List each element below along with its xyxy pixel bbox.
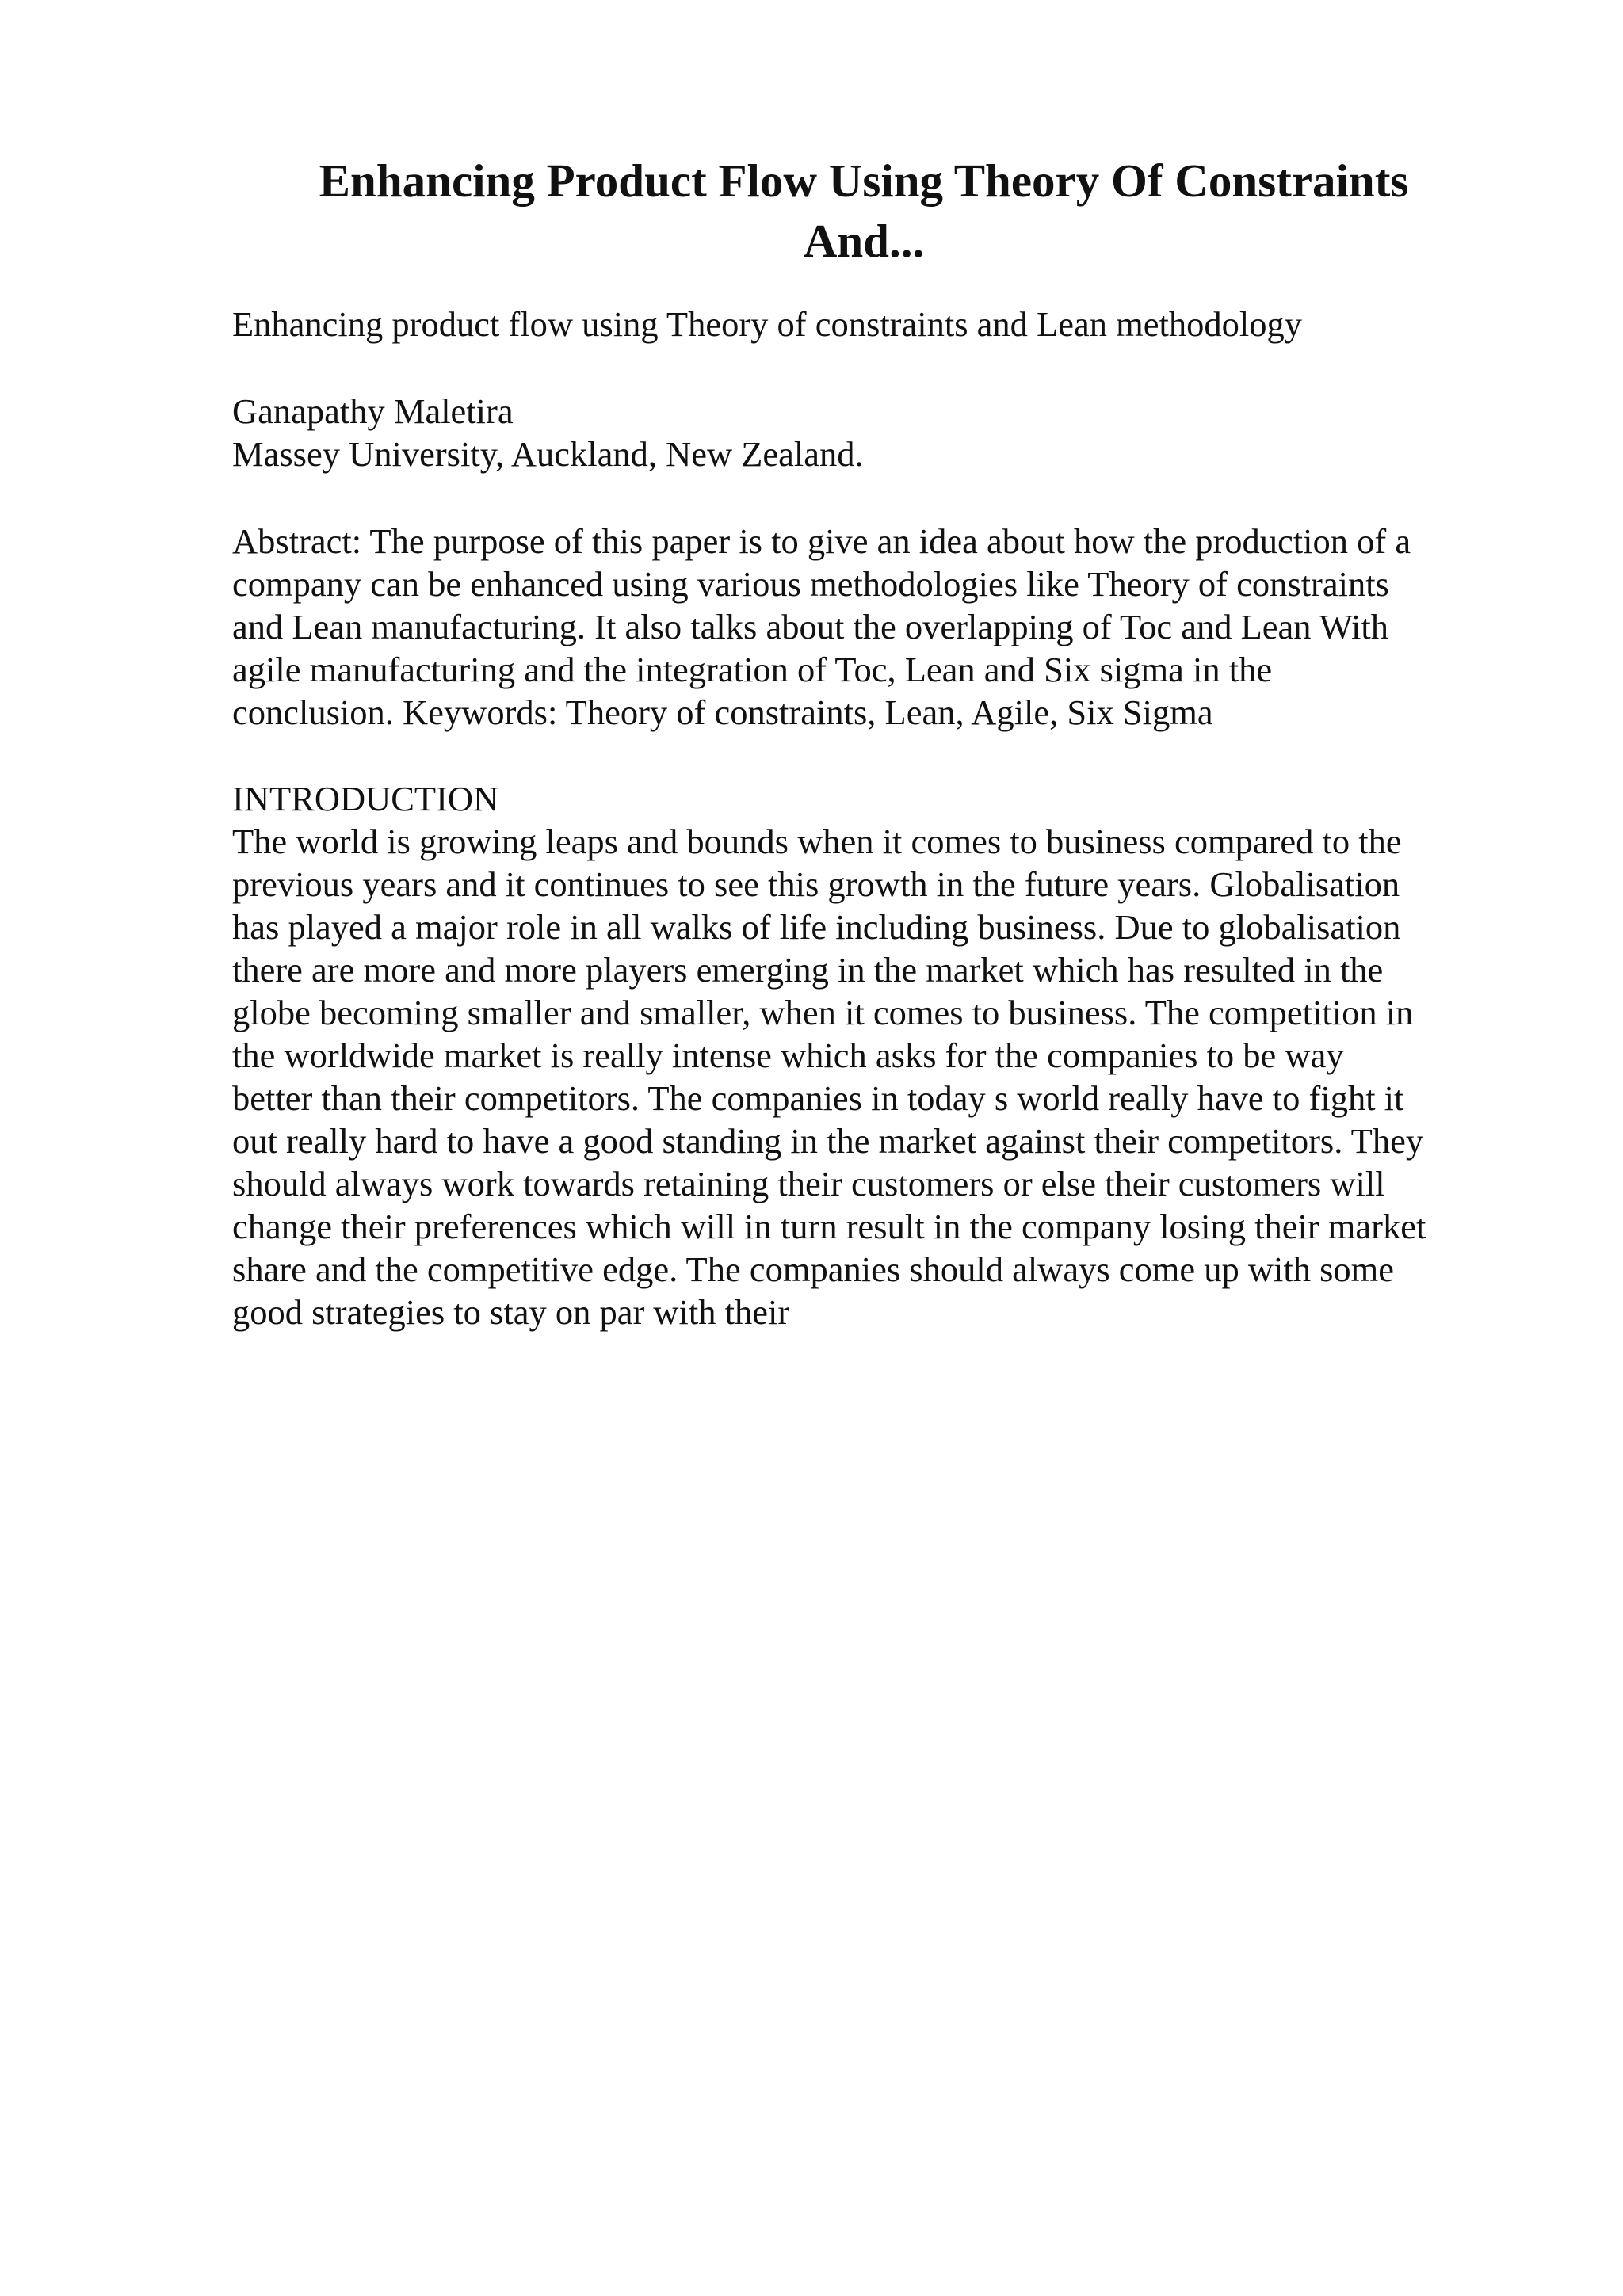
subtitle: Enhancing product flow using Theory of constraints and Lean methodology bbox=[232, 304, 1302, 344]
title-line-2: And... bbox=[803, 215, 925, 267]
intro-line: better than their competitors. The companies in today s world really have to fight it bbox=[232, 1078, 1404, 1118]
intro-line: The world is growing leaps and bounds when it comes to business compared to the bbox=[232, 822, 1402, 861]
intro-line: globe becoming smaller and smaller, when it comes to business. The competition in bbox=[232, 993, 1414, 1032]
abstract-line: agile manufacturing and the integration of Toc, Lean and Six sigma in the bbox=[232, 650, 1273, 689]
intro-line: the worldwide market is really intense which asks for the companies to be way bbox=[232, 1035, 1344, 1075]
author-name: Ganapathy Maletira bbox=[232, 391, 514, 431]
intro-line: out really hard to have a good standing in the market against their competitors. They bbox=[232, 1121, 1424, 1161]
intro-line: share and the competitive edge. The companies should always come up with some bbox=[232, 1249, 1395, 1289]
intro-line: there are more and more players emerging in the market which has resulted in the bbox=[232, 950, 1384, 990]
intro-line: should always work towards retaining their customers or else their customers will bbox=[232, 1164, 1385, 1203]
abstract-line: Abstract: The purpose of this paper is to give an idea about how the production of a bbox=[232, 521, 1411, 561]
intro-line: change their preferences which will in turn result in the company losing their market bbox=[232, 1207, 1426, 1246]
intro-line: previous years and it continues to see this growth in the future years. Globalisation bbox=[232, 864, 1400, 904]
abstract-line: and Lean manufacturing. It also talks about the overlapping of Toc and Lean With bbox=[232, 607, 1389, 646]
abstract-line: company can be enhanced using various methodologies like Theory of constraints bbox=[232, 564, 1389, 604]
document-title bbox=[230, 151, 1498, 271]
section-heading: INTRODUCTION bbox=[232, 779, 499, 818]
abstract-line: conclusion. Keywords: Theory of constraints, Lean, Agile, Six Sigma bbox=[232, 692, 1213, 732]
author-affiliation: Massey University, Auckland, New Zealand. bbox=[232, 434, 864, 474]
intro-line: good strategies to stay on par with their bbox=[232, 1292, 790, 1332]
intro-line: has played a major role in all walks of life including business. Due to globalisation bbox=[232, 907, 1401, 947]
title-line-1: Enhancing Product Flow Using Theory Of Constraints bbox=[319, 154, 1409, 207]
